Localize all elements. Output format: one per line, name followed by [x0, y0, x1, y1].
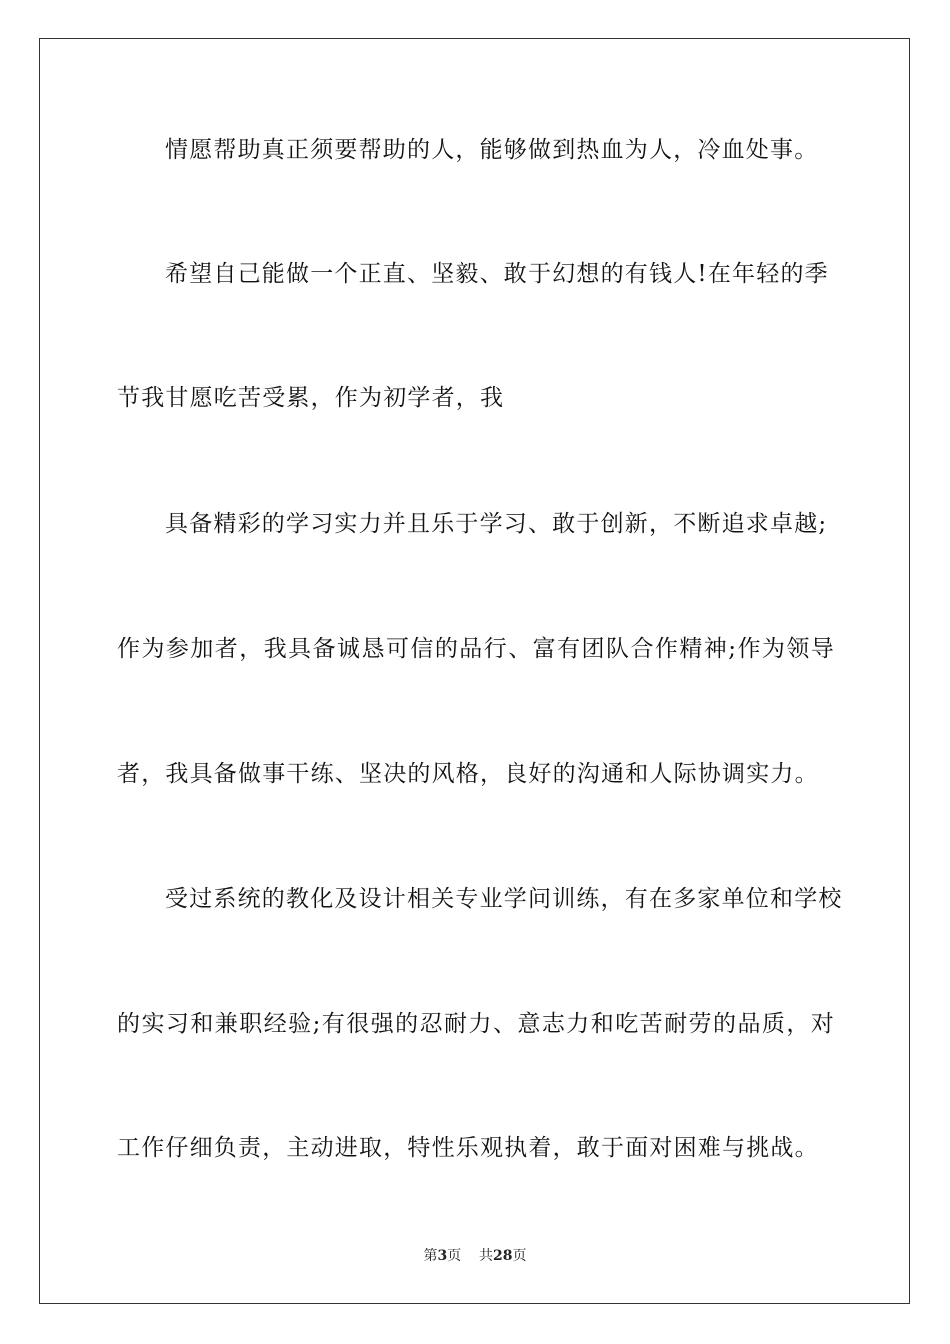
- paragraph-line-5: 作为参加者，我具备诚恳可信的品行、富有团队合作精神;作为领导: [117, 636, 835, 662]
- page-border: [39, 38, 910, 1304]
- page-footer: [0, 1247, 950, 1265]
- footer-total-pages: 28: [493, 1248, 513, 1264]
- footer-page-prefix: 第: [423, 1248, 438, 1264]
- paragraph-line-9: 工作仔细负责，主动进取，特性乐观执着，敢于面对困难与挑战。: [117, 1135, 819, 1161]
- paragraph-line-2: 希望自己能做一个正直、坚毅、敢于幻想的有钱人!在年轻的季: [165, 261, 829, 287]
- paragraph-line-6: 者，我具备做事干练、坚决的风格，良好的沟通和人际协调实力。: [117, 761, 819, 787]
- paragraph-line-8: 的实习和兼职经验;有很强的忍耐力、意志力和吃苦耐劳的品质，对: [117, 1011, 835, 1037]
- footer-total-suffix: 页: [512, 1248, 527, 1264]
- paragraph-line-1: 情愿帮助真正须要帮助的人，能够做到热血为人，冷血处事。: [165, 137, 819, 163]
- paragraph-line-4: 具备精彩的学习实力并且乐于学习、敢于创新，不断追求卓越;: [165, 511, 828, 537]
- paragraph-line-7: 受过系统的教化及设计相关专业学问训练，有在多家单位和学校: [165, 886, 843, 912]
- footer-page-suffix: 页: [447, 1248, 462, 1264]
- paragraph-line-3: 节我甘愿吃苦受累，作为初学者，我: [117, 385, 505, 411]
- footer-page-number: 3: [437, 1248, 448, 1264]
- footer-total-prefix: 共: [479, 1248, 494, 1264]
